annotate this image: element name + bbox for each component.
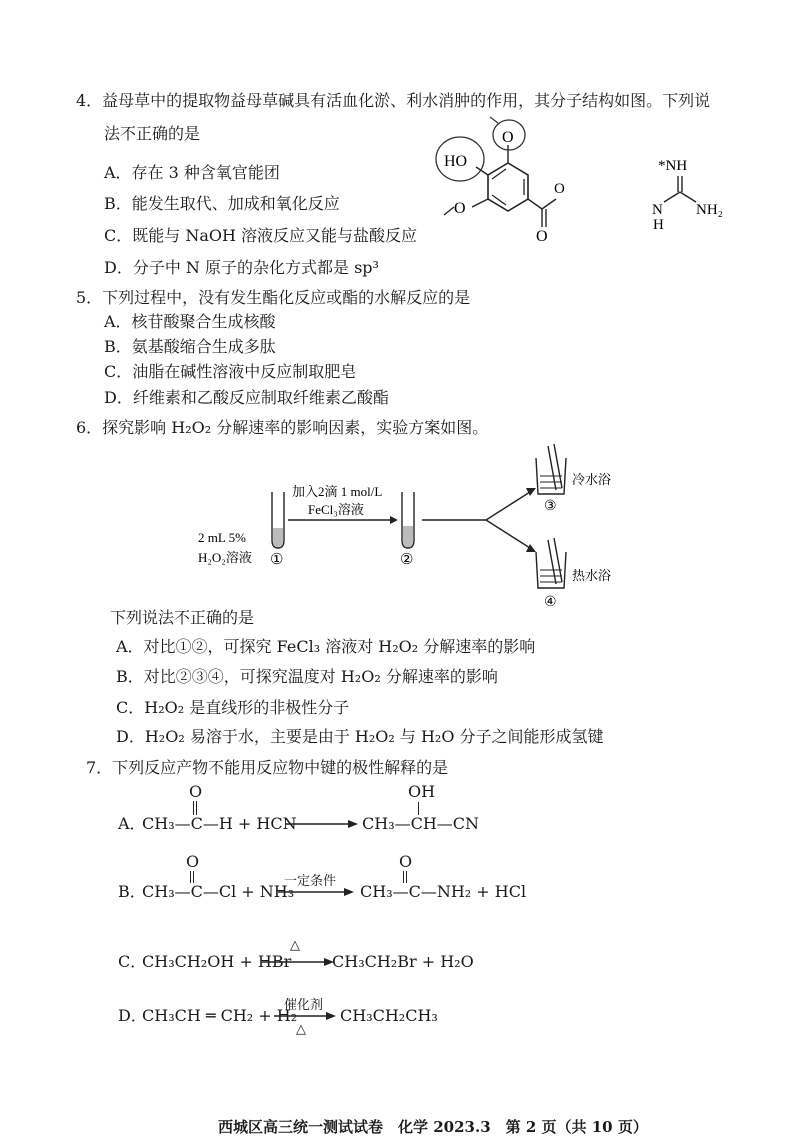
beaker-4-hot-bath	[536, 538, 566, 588]
q7-option-a-reaction	[118, 782, 678, 844]
q7-b-carbonyl-o-right: O	[399, 852, 413, 871]
q4-option-c: C．既能与 NaOH 溶液反应又能与盐酸反应	[104, 226, 418, 245]
q7-a-label: A．	[118, 814, 146, 833]
q5-option-b: B．氨基酸缩合生成多肽	[104, 337, 276, 356]
q4-nh-star-label: *NH	[658, 158, 688, 174]
q4-option-a: A．存在 3 种含氧官能团	[104, 163, 280, 182]
q4-nh2-label: NH₂	[696, 202, 723, 218]
q7-stem: 7．下列反应产物不能用反应物中键的极性解释的是	[86, 758, 449, 777]
q7-a-reactants: CH₃—C—H + HCN	[142, 814, 297, 833]
test-tube-1	[272, 492, 284, 548]
q7-a-product: CH₃—CH—CN	[362, 814, 480, 833]
q7-b-reactants: CH₃—C—Cl + NH₃	[142, 882, 295, 901]
q4-o-left-label: O	[454, 200, 466, 217]
q5-option-a: A．核苷酸聚合生成核酸	[104, 312, 276, 331]
q7-a-carbonyl-o: O	[189, 782, 203, 801]
q7-b-carbonyl-o-left: O	[186, 852, 200, 871]
q4-ho-label: HO	[444, 153, 468, 170]
q7-c-label: C．	[118, 952, 147, 971]
q6-stem: 6．探究影响 H₂O₂ 分解速率的影响因素，实验方案如图。	[76, 418, 489, 437]
test-tube-2	[402, 492, 414, 548]
q7-b-condition: 一定条件	[284, 874, 337, 889]
q4-h-label: H	[653, 217, 664, 232]
q4-n-label: N	[652, 202, 663, 218]
q7-a-single-bond	[418, 802, 419, 815]
q6-prompt: 下列说法不正确的是	[110, 608, 255, 627]
q7-c-reactants: CH₃CH₂OH + HBr	[142, 952, 292, 971]
q7-c-arrow	[262, 956, 334, 968]
start-solution-line2: H₂O₂溶液	[198, 550, 252, 565]
q6-experiment-diagram	[190, 440, 650, 620]
q5-option-c: C．油脂在碱性溶液中反应制取肥皂	[104, 362, 357, 381]
tube-number-2: ②	[400, 552, 414, 568]
q7-c-condition: △	[290, 938, 300, 953]
q7-b-products: CH₃—C—NH₂ + HCl	[360, 882, 527, 901]
q4-option-b: B．能发生取代、加成和氧化反应	[104, 194, 340, 213]
q7-option-d-reaction	[118, 994, 678, 1042]
q4-molecule-structure	[430, 115, 595, 245]
q7-b-double-bond-left	[190, 871, 194, 883]
q4-guanidine-fragment	[640, 152, 730, 232]
q6-option-b: B．对比②③④，可探究温度对 H₂O₂ 分解速率的影响	[116, 667, 498, 686]
q4-o-ester-label: O	[554, 181, 565, 197]
q7-option-c-reaction	[118, 936, 678, 976]
page-footer: 西城区高三统一测试试卷 化学 2023.3 第 2 页（共 10 页）	[218, 1118, 648, 1136]
q7-a-arrow	[286, 818, 358, 830]
q7-option-b-reaction	[118, 852, 678, 908]
tube-number-1: ①	[270, 552, 284, 568]
q7-b-arrow	[278, 886, 354, 898]
q6-option-a: A．对比①②，可探究 FeCl₃ 溶液对 H₂O₂ 分解速率的影响	[116, 637, 536, 656]
q7-d-heat: △	[296, 1022, 306, 1037]
reagent-line2: FeCl₃溶液	[308, 502, 364, 517]
q7-d-arrow	[274, 1010, 336, 1022]
q7-b-double-bond-right	[403, 871, 407, 883]
q7-a-double-bond	[193, 801, 197, 815]
q6-option-d: D．H₂O₂ 易溶于水，主要是由于 H₂O₂ 与 H₂O 分子之间能形成氢键	[116, 727, 604, 746]
cold-bath-label: 冷水浴	[572, 472, 612, 487]
q4-stem-line1: 4．益母草中的提取物益母草碱具有活血化淤、利水消肿的作用，其分子结构如图。下列说	[76, 91, 711, 110]
reagent-line1: 加入2滴 1 mol/L	[292, 484, 383, 499]
q4-o-top-label: O	[502, 129, 514, 146]
q7-d-catalyst: 催化剂	[284, 998, 324, 1013]
q7-d-reactants: CH₃CH ═ CH₂ + H₂	[142, 1006, 298, 1025]
beaker-number-4: ④	[544, 595, 557, 610]
q4-o-carbonyl-label: O	[536, 228, 548, 245]
q7-d-label: D．	[118, 1006, 147, 1025]
q7-b-label: B．	[118, 882, 146, 901]
q7-c-products: CH₃CH₂Br + H₂O	[332, 952, 474, 971]
hot-bath-label: 热水浴	[572, 568, 612, 583]
q7-a-oh: OH	[408, 782, 436, 801]
beaker-3-cold-bath	[536, 444, 566, 494]
q5-stem: 5．下列过程中，没有发生酯化反应或酯的水解反应的是	[76, 288, 471, 307]
start-solution-line1: 2 mL 5%	[198, 530, 246, 545]
q5-option-d: D．纤维素和乙酸反应制取纤维素乙酸酯	[104, 388, 389, 407]
q4-stem-line2: 法不正确的是	[104, 124, 201, 143]
q7-d-product: CH₃CH₂CH₃	[340, 1006, 438, 1025]
beaker-number-3: ③	[544, 499, 557, 514]
q6-option-c: C．H₂O₂ 是直线形的非极性分子	[116, 698, 350, 717]
q4-option-d: D．分子中 N 原子的杂化方式都是 sp³	[104, 258, 379, 277]
